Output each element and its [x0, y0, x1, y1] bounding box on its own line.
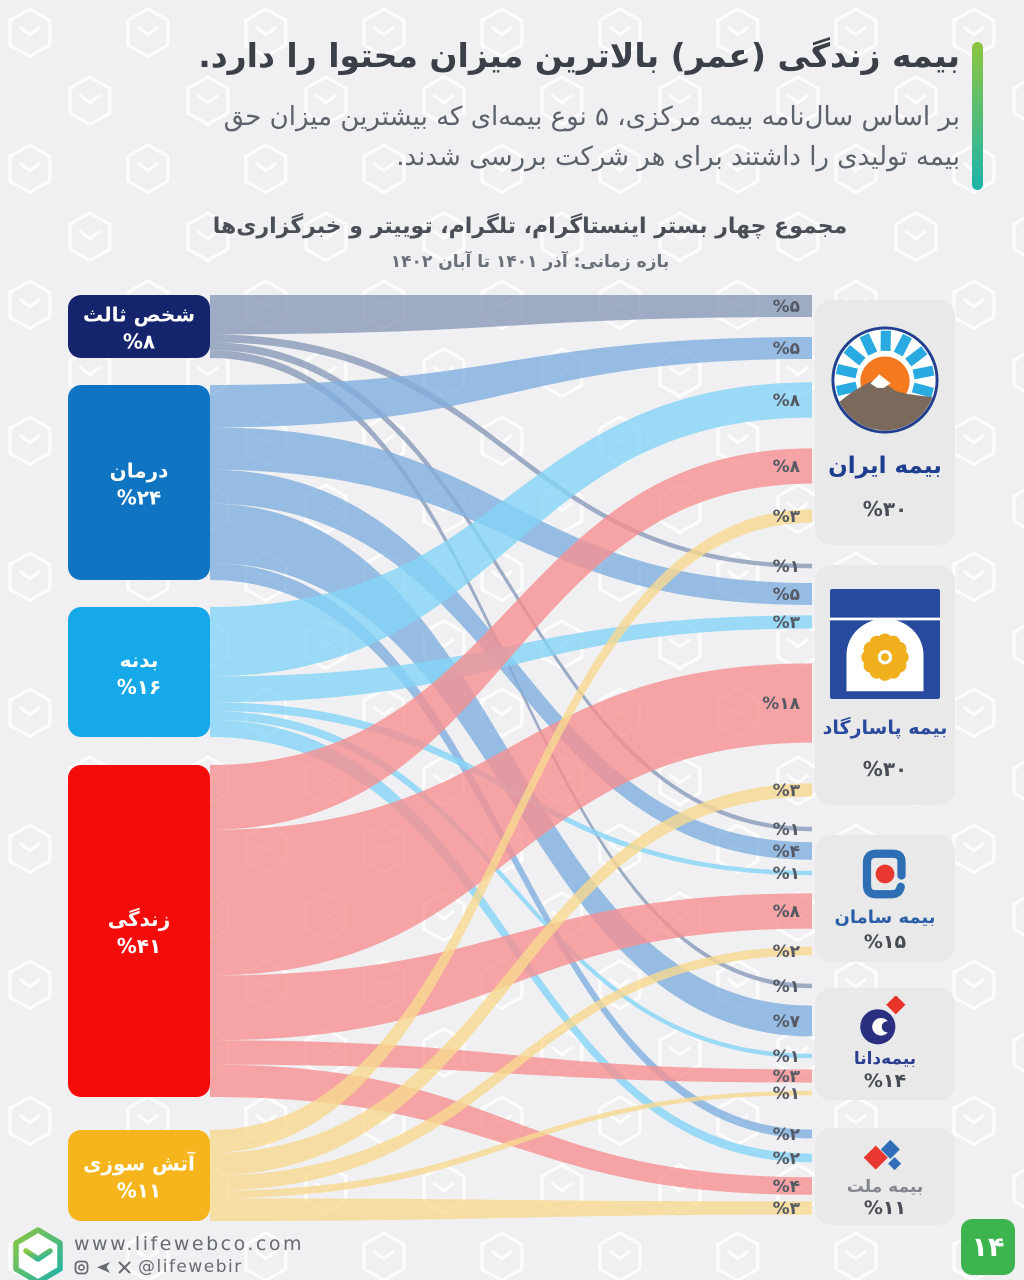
lifeweb-logo-icon [10, 1226, 66, 1280]
flow-label-health-pasargad: %۵ [772, 585, 800, 605]
company-percent-pasargad: %۳۰ [862, 756, 908, 781]
flow-label-body-iran: %۸ [772, 391, 800, 411]
flow-label-life-iran: %۸ [772, 457, 800, 477]
flow-label-health-mellat: %۲ [772, 1125, 800, 1145]
source-node-fire [68, 1130, 210, 1221]
flow-label-life-mellat: %۴ [772, 1177, 800, 1197]
telegram-icon [96, 1261, 111, 1274]
flow-label-health-dana: %۷ [772, 1012, 800, 1032]
company-name-pasargad: بیمه پاسارگاد [822, 716, 948, 739]
flow-label-third_party-pasargad: %۱ [772, 557, 800, 577]
flow-label-life-pasargad: %۱۸ [762, 694, 800, 714]
flow-label-third_party-dana: %۱ [772, 977, 800, 997]
company-name-saman: بیمه سامان [834, 906, 936, 928]
flow-label-fire-pasargad: %۳ [772, 781, 800, 801]
mellat-logo-icon [853, 1134, 917, 1178]
source-node-percent: %۴۱ [116, 934, 162, 958]
flow-label-life-dana: %۳ [772, 1067, 800, 1087]
chart-title: مجموع چهار بستر اینستاگرام، تلگرام، توییتر و خبرگزاری‌ها [212, 214, 848, 239]
source-node-percent: %۱۶ [116, 675, 162, 699]
company-percent-iran: %۳۰ [862, 497, 908, 522]
flow-label-health-iran: %۵ [772, 339, 800, 359]
company-card-saman [815, 835, 955, 962]
flow-label-life-saman: %۸ [772, 902, 800, 922]
chart-time-range: بازه زمانی: آذر ۱۴۰۱ تا آبان ۱۴۰۲ [390, 252, 670, 272]
company-percent-saman: %۱۵ [863, 930, 907, 953]
flow-label-body-mellat: %۲ [772, 1149, 800, 1169]
source-node-label: درمان [109, 458, 169, 483]
source-node-percent: %۸ [122, 329, 156, 354]
source-node-percent: %۱۱ [116, 1178, 162, 1203]
flow-label-fire-dana: %۱ [772, 1084, 800, 1104]
company-card-pasargad [815, 565, 955, 805]
x-icon [118, 1261, 131, 1274]
source-node-label: بدنه [119, 648, 159, 672]
flow-label-fire-iran: %۳ [772, 507, 800, 527]
source-node-body [68, 607, 210, 737]
flow-label-health-saman: %۴ [772, 842, 800, 862]
page-title: بیمه زندگی (عمر) بالاترین میزان محتوا را دارد. [198, 36, 960, 75]
company-card-dana [815, 988, 955, 1100]
page-subtitle-line1: بر اساس سال‌نامه بیمه مرکزی، ۵ نوع بیمه‌ای که بیشترین میزان حق [223, 102, 960, 132]
saman-logo-icon [853, 844, 917, 904]
company-card-mellat [815, 1128, 955, 1225]
iran-logo-icon [829, 324, 941, 436]
company-percent-mellat: %۱۱ [863, 1197, 907, 1219]
footer-social-row [74, 1257, 243, 1277]
flow-third_party-iran [210, 295, 812, 334]
flow-label-third_party-saman: %۱ [772, 820, 800, 840]
instagram-icon [74, 1260, 89, 1275]
flow-label-third_party-iran: %۵ [772, 297, 800, 317]
company-card-iran [815, 300, 955, 545]
company-name-mellat: بیمه ملت [846, 1177, 924, 1198]
flow-label-body-saman: %۱ [772, 864, 800, 884]
source-node-label: شخص ثالث [82, 302, 196, 327]
pasargad-logo-icon [830, 589, 940, 699]
dana-logo-icon [849, 996, 921, 1048]
flow-label-body-pasargad: %۳ [772, 613, 800, 633]
company-name-dana: بیمه‌دانا [853, 1048, 917, 1069]
company-percent-dana: %۱۴ [863, 1070, 907, 1093]
source-node-label: آتش سوزی [83, 1151, 195, 1176]
page-number-badge: ۱۴ [961, 1219, 1015, 1275]
flow-label-body-dana: %۱ [772, 1047, 800, 1067]
flow-label-fire-saman: %۲ [772, 942, 800, 962]
flow-fire-mellat [210, 1198, 812, 1221]
title-accent-bar [972, 42, 983, 190]
source-node-health [68, 385, 210, 580]
page-subtitle-line2: بیمه تولیدی را داشتند برای هر شرکت بررسی شدند. [396, 142, 960, 172]
source-node-label: زندگی [107, 907, 171, 931]
footer-website: www.lifewebco.com [74, 1233, 304, 1255]
source-node-percent: %۲۴ [116, 485, 162, 510]
footer-handle: @lifewebir [138, 1257, 243, 1277]
source-node-life [68, 765, 210, 1097]
flow-label-fire-mellat: %۳ [772, 1199, 800, 1219]
company-name-iran: بیمه ایران [828, 452, 942, 479]
